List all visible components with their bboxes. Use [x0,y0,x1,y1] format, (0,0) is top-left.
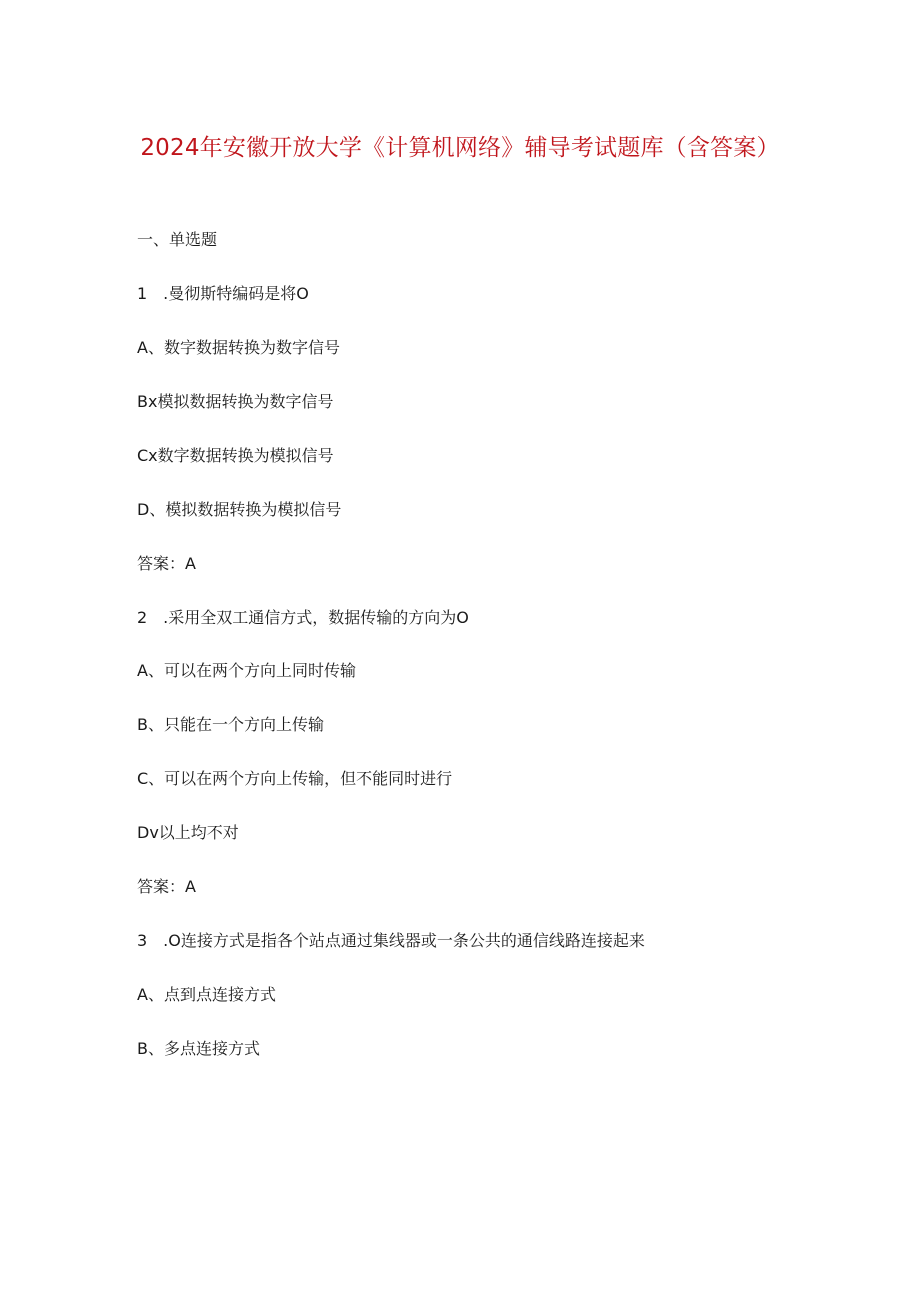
question-2-answer: 答案：A [137,877,196,896]
question-2-option-b: B、只能在一个方向上传输 [137,715,324,734]
question-2-option-c: C、可以在两个方向上传输，但不能同时进行 [137,769,453,788]
question-3-stem: 3 .O连接方式是指各个站点通过集线器或一条公共的通信线路连接起来 [137,931,645,950]
document-title: 2024年安徽开放大学《计算机网络》辅导考试题库（含答案） [140,135,780,161]
question-3-option-b: B、多点连接方式 [137,1039,260,1058]
question-1-option-a: A、数字数据转换为数字信号 [137,338,340,357]
question-2-option-a: A、可以在两个方向上同时传输 [137,661,356,680]
question-1-answer: 答案：A [137,554,196,573]
question-1-option-b: Bx模拟数据转换为数字信号 [137,392,334,411]
section-heading: 一、单选题 [137,230,218,249]
question-2-option-d: Dv以上均不对 [137,823,239,842]
question-1-option-d: D、模拟数据转换为模拟信号 [137,500,342,519]
question-3-option-a: A、点到点连接方式 [137,985,276,1004]
question-1-stem: 1 .曼彻斯特编码是将O [137,284,309,303]
question-1-option-c: Cx数字数据转换为模拟信号 [137,446,334,465]
question-2-stem: 2 .采用全双工通信方式，数据传输的方向为O [137,608,469,627]
